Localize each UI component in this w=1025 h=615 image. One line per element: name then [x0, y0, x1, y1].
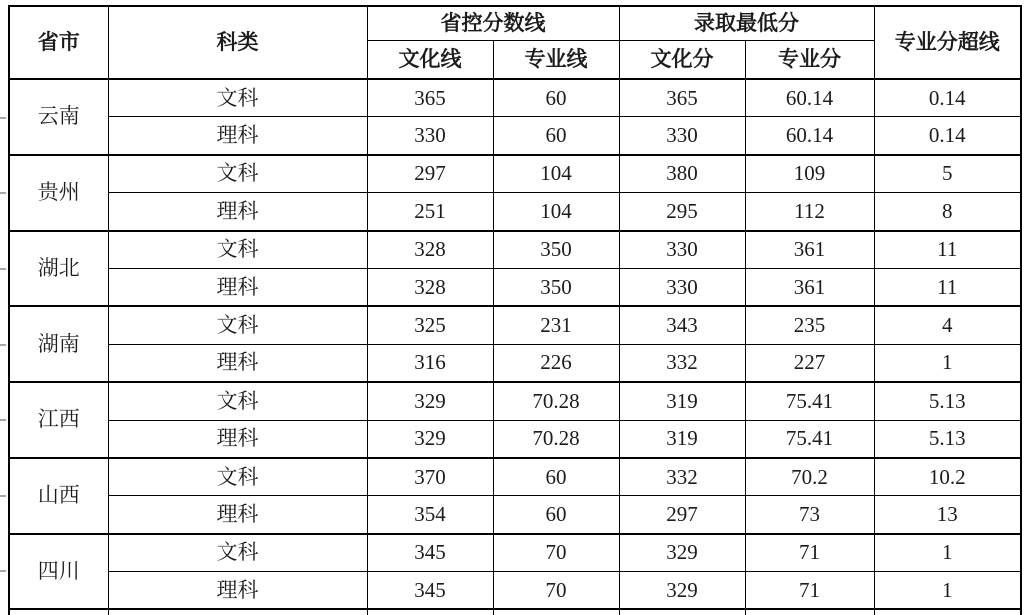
category-cell: 理科: [108, 572, 367, 610]
province-cell: 湖北: [9, 231, 108, 307]
header-cell-major-score: 专业分: [745, 41, 874, 80]
score-cell: 75.41: [745, 382, 874, 420]
table-row: [9, 79, 1021, 117]
score-cell: 60: [493, 117, 619, 155]
score-cell: 71: [745, 534, 874, 572]
score-cell: 316: [367, 344, 493, 382]
score-cell: 251: [367, 193, 493, 231]
score-cell: 350: [493, 268, 619, 306]
score-cell: 370: [367, 458, 493, 496]
score-cell: 71: [745, 572, 874, 610]
score-cell: 354: [367, 496, 493, 534]
category-cell: 理科: [108, 193, 367, 231]
score-cell: 0.14: [874, 117, 1021, 155]
score-cell: 1: [874, 572, 1021, 610]
score-cell: 60.14: [745, 79, 874, 117]
left-margin-tick: [0, 117, 6, 119]
score-cell: 0.14: [874, 79, 1021, 117]
cutoff-cell: [493, 609, 619, 615]
left-margin-tick: [0, 495, 6, 497]
province-cell: 贵州: [9, 155, 108, 231]
cutoff-cell: [745, 609, 874, 615]
cutoff-cell: [367, 609, 493, 615]
score-cell: 70.28: [493, 420, 619, 458]
header-row-1: [9, 6, 1021, 41]
score-cell: 8: [874, 193, 1021, 231]
score-cell: 345: [367, 572, 493, 610]
score-cell: 70: [493, 534, 619, 572]
score-cell: 226: [493, 344, 619, 382]
score-cell: 330: [619, 268, 745, 306]
province-cell: 江西: [9, 382, 108, 458]
category-cell: 文科: [108, 231, 367, 269]
table-row: [9, 458, 1021, 496]
score-cell: 235: [745, 306, 874, 344]
category-cell: 文科: [108, 382, 367, 420]
province-cell: 四川: [9, 534, 108, 610]
table-row: [9, 117, 1021, 155]
cutoff-cell: [9, 609, 108, 615]
header-cell-major-line: 专业线: [493, 41, 619, 80]
score-cell: 5.13: [874, 382, 1021, 420]
score-cell: 330: [619, 231, 745, 269]
score-cell: 319: [619, 420, 745, 458]
score-cell: 345: [367, 534, 493, 572]
table-row: [9, 534, 1021, 572]
category-cell: 文科: [108, 534, 367, 572]
cutoff-cell: [874, 609, 1021, 615]
table-row-cutoff: [9, 609, 1021, 615]
score-cell: 329: [367, 420, 493, 458]
score-cell: 60: [493, 496, 619, 534]
cutoff-cell: [619, 609, 745, 615]
score-cell: 297: [367, 155, 493, 193]
score-cell: 328: [367, 268, 493, 306]
table-row: [9, 268, 1021, 306]
table-row: [9, 572, 1021, 610]
table-row: [9, 306, 1021, 344]
score-cell: 70: [493, 572, 619, 610]
score-cell: 328: [367, 231, 493, 269]
score-cell: 104: [493, 155, 619, 193]
table-row: [9, 193, 1021, 231]
left-margin-tick: [0, 344, 6, 346]
header-cell-major-over-line: 专业分超线: [874, 6, 1021, 79]
table-header: [9, 6, 1021, 79]
score-cell: 361: [745, 231, 874, 269]
score-cell: 330: [367, 117, 493, 155]
left-margin-tick: [0, 192, 6, 194]
header-group-admission-minimum: 录取最低分: [619, 6, 874, 41]
score-cell: 325: [367, 306, 493, 344]
table-row: [9, 420, 1021, 458]
table-row: [9, 496, 1021, 534]
left-margin-tick: [0, 268, 6, 270]
score-cell: 75.41: [745, 420, 874, 458]
score-cell: 319: [619, 382, 745, 420]
score-cell: 1: [874, 344, 1021, 382]
score-cell: 329: [619, 534, 745, 572]
score-cell: 380: [619, 155, 745, 193]
score-cell: 11: [874, 268, 1021, 306]
score-cell: 70.28: [493, 382, 619, 420]
score-cell: 11: [874, 231, 1021, 269]
score-cell: 60: [493, 458, 619, 496]
score-cell: 329: [367, 382, 493, 420]
left-margin-tick: [0, 419, 6, 421]
score-cell: 365: [367, 79, 493, 117]
cutoff-cell: [108, 609, 367, 615]
table-row: [9, 344, 1021, 382]
score-cell: 60.14: [745, 117, 874, 155]
category-cell: 理科: [108, 268, 367, 306]
header-cell-province: 省市: [9, 6, 108, 79]
score-cell: 365: [619, 79, 745, 117]
province-cell: 湖南: [9, 306, 108, 382]
table-row: [9, 155, 1021, 193]
score-cell: 329: [619, 572, 745, 610]
category-cell: 文科: [108, 79, 367, 117]
score-cell: 227: [745, 344, 874, 382]
score-cell: 13: [874, 496, 1021, 534]
table-body: [9, 79, 1021, 615]
province-cell: 山西: [9, 458, 108, 534]
category-cell: 文科: [108, 458, 367, 496]
table-row: [9, 382, 1021, 420]
header-cell-culture-score: 文化分: [619, 41, 745, 80]
score-cell: 60: [493, 79, 619, 117]
table-row: [9, 231, 1021, 269]
score-cell: 231: [493, 306, 619, 344]
score-cell: 10.2: [874, 458, 1021, 496]
score-cell: 343: [619, 306, 745, 344]
score-cell: 73: [745, 496, 874, 534]
header-cell-category: 科类: [108, 6, 367, 79]
header-cell-culture-line: 文化线: [367, 41, 493, 80]
score-cell: 361: [745, 268, 874, 306]
score-cell: 4: [874, 306, 1021, 344]
admission-score-table: [8, 5, 1022, 615]
score-cell: 70.2: [745, 458, 874, 496]
left-margin-tick: [0, 570, 6, 572]
category-cell: 理科: [108, 420, 367, 458]
category-cell: 理科: [108, 344, 367, 382]
score-cell: 332: [619, 458, 745, 496]
score-cell: 109: [745, 155, 874, 193]
score-cell: 5.13: [874, 420, 1021, 458]
category-cell: 文科: [108, 155, 367, 193]
category-cell: 理科: [108, 117, 367, 155]
header-group-provincial-control-line: 省控分数线: [367, 6, 619, 41]
score-cell: 112: [745, 193, 874, 231]
score-cell: 1: [874, 534, 1021, 572]
score-cell: 330: [619, 117, 745, 155]
score-cell: 332: [619, 344, 745, 382]
province-cell: 云南: [9, 79, 108, 155]
score-cell: 297: [619, 496, 745, 534]
score-cell: 350: [493, 231, 619, 269]
category-cell: 理科: [108, 496, 367, 534]
score-cell: 104: [493, 193, 619, 231]
category-cell: 文科: [108, 306, 367, 344]
score-cell: 5: [874, 155, 1021, 193]
score-cell: 295: [619, 193, 745, 231]
